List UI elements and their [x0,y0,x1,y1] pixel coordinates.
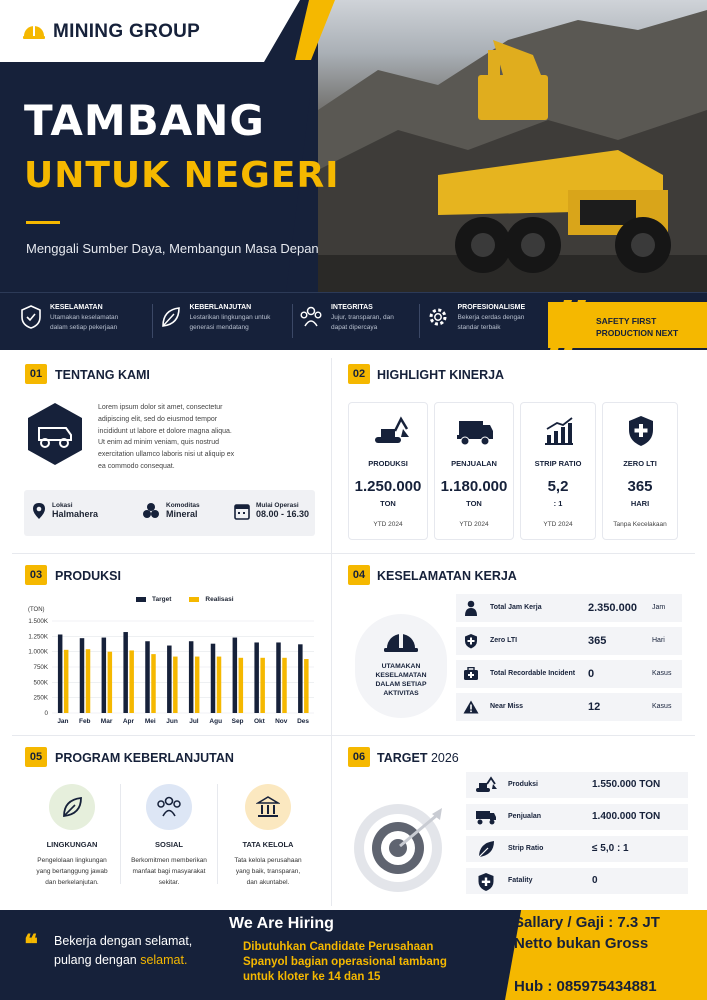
desc-line: yang bertanggung jawab [36,868,108,875]
safety-row-label: Total Jam Kerja [490,604,542,611]
hiring-line: Spanyol bagian operasional tambang [243,956,447,968]
value-title: KEBERLANJUTAN [189,304,252,311]
kpi-card-sales [434,402,514,540]
section-title-sustainability: PROGRAM KEBERLANJUTAN [55,751,234,765]
kpi-note: YTD 2024 [543,521,573,528]
kpi-unit: : 1 [553,499,563,508]
safety-badge [548,302,707,348]
legend-label-target: Target [152,596,172,603]
people-icon [299,304,323,330]
kpi-unit: TON [466,499,482,508]
fact-location [32,502,98,520]
bar-actual-feb [86,649,91,713]
legend-label-actual: Realisasi [205,596,234,603]
desc-line: yang baik, transparan, [235,868,301,875]
leaf-icon [159,304,181,330]
y-tick-label: 0 [44,710,48,717]
about-line: Lorem ipsum dolor sit amet, consectetur [98,404,223,411]
section-number: 06 [348,747,370,767]
shield-plus-icon [464,633,478,649]
salary-line1: Sallary / Gaji : 7.3 JT [514,914,660,931]
bar-target-mei [145,641,150,713]
kpi-unit: TON [380,499,396,508]
excavator-icon [369,415,409,449]
section-number: 03 [25,565,47,585]
safety-row-unit: Hari [652,637,665,644]
bar-actual-nov [282,658,287,713]
y-tick-label: 500K [33,679,48,687]
about-line: Ut enim ad minim veniam, quis nostrud [98,439,219,447]
motto-line: AKTIVITAS [383,690,419,697]
kpi-unit: HARI [630,499,650,508]
sustain-item-governance [218,780,318,892]
safety-motto-circle [355,614,447,718]
kpi-label: ZERO LTI [623,459,657,468]
bar-target-sep [233,638,238,713]
target-year: 2026 [430,751,459,765]
x-tick-label: Jan [57,718,69,725]
safety-row-value: 365 [588,635,607,647]
mining-truck-photo [318,0,707,292]
first-aid-icon [463,667,479,681]
section-number: 01 [25,364,47,384]
target-row-value: ≤ 5,0 : 1 [592,843,629,854]
sustain-item-environment [24,780,120,892]
truck-icon [455,417,495,447]
row-divider [12,553,695,554]
target-row [466,868,688,894]
about-facts [24,490,315,536]
column-divider [331,358,332,906]
safety-motto [355,662,447,698]
kpi-note: Tanpa Kecelakaan [613,521,667,528]
about-line: adipiscing elit, sed do eiusmod tempor [98,415,218,423]
hard-hat-icon [383,628,419,654]
about-line: exercitation ullamco laboris nisi ut aliquip ex [98,451,235,459]
sustain-desc [218,855,318,888]
salary-line2: Netto bukan Gross [514,935,649,952]
hero-subtitle: Menggali Sumber Daya, Membangun Masa Depan [26,241,319,256]
target-row-value: 1.550.000 TON [592,779,661,790]
value-item [20,304,152,342]
hero-title-line2: UNTUK NEGERI [24,155,340,196]
person-icon [464,600,478,616]
production-chart [22,603,322,728]
desc-line: sekitar. [158,879,180,886]
location-pin-icon [32,502,46,520]
x-tick-label: Feb [78,718,91,725]
value-desc: dapat dipercaya [330,324,378,331]
kpi-label: PRODUKSI [368,459,408,468]
bar-target-mar [102,638,107,713]
fact-commodity [142,502,200,520]
kpi-label: STRIP RATIO [534,459,582,468]
bar-actual-agu [217,657,222,713]
calendar-icon [234,502,250,520]
desc-line: dan berkelanjutan. [45,879,99,886]
desc-line: Tata kelola perusahaan [234,857,302,864]
building-icon [245,784,291,830]
target-row-label: Produksi [508,781,538,788]
sustain-title: SOSIAL [155,840,183,849]
contact-number[interactable]: Hub : 085975434881 [514,978,657,995]
excavator-icon [474,776,498,794]
fact-label: Mulai Operasi [256,502,299,509]
bar-actual-sep [239,658,244,713]
y-tick-label: 250K [33,694,48,702]
target-row-label: Strip Ratio [508,845,544,852]
hiring-line: untuk kloter ke 14 dan 15 [243,971,381,983]
target-rows [466,772,688,894]
value-desc: Utamakan keselamatan [50,314,119,321]
x-tick-label: Nov [275,718,288,725]
safety-row-unit: Kasus [652,670,672,677]
kpi-value: 5,2 [547,478,569,495]
bar-actual-jan [64,650,69,713]
x-tick-label: Sep [231,718,244,725]
bar-target-apr [123,632,128,713]
value-title: INTEGRITAS [330,304,373,311]
value-desc: Bekerja cerdas dengan [457,314,525,321]
brand-name: MINING GROUP [53,21,201,42]
value-desc: generasi mendatang [189,324,249,331]
kpi-value: 1.250.000 [354,478,422,495]
bar-target-okt [254,642,259,713]
desc-line: Pengelolaan lingkungan [37,857,107,864]
accent-line [26,221,60,224]
dump-truck-icon [26,402,84,466]
warning-icon [463,700,479,714]
bar-target-nov [276,642,281,713]
section-title-highlight: HIGHLIGHT KINERJA [377,368,505,382]
shield-check-icon [20,304,42,330]
bar-actual-jun [173,657,178,713]
fact-operation [234,502,309,520]
value-item [159,304,291,342]
sustain-item-social [121,780,217,892]
safety-stats [456,594,682,721]
gear-icon [426,304,450,330]
quote-line2 [54,951,192,970]
safety-row-unit: Kasus [652,703,672,710]
section-title-about: TENTANG KAMI [55,368,150,382]
kpi-note: YTD 2024 [373,521,403,528]
safety-row-unit: Jam [652,604,666,611]
bar-target-jul [189,641,194,713]
x-tick-label: Okt [253,718,265,725]
sustain-items [24,780,324,892]
safety-row-label: Zero LTI [490,637,518,644]
about-line: ea commodo consequat. [98,462,175,470]
section-title-production: PRODUKSI [55,569,121,583]
quote-part: pulang dengan [54,953,141,967]
legend-swatch-actual [189,597,199,602]
y-tick-label: 750K [33,664,48,671]
divider [292,304,293,338]
values-list [20,304,550,342]
target-row-value: 1.400.000 TON [592,811,661,822]
safety-row-label: Near Miss [490,703,524,710]
legend-swatch-target [136,597,146,602]
bar-actual-jul [195,657,200,713]
safety-row-label: Total Recordable Incident [490,670,576,677]
kpi-card-zero-lti [602,402,678,540]
bar-actual-okt [260,658,265,713]
desc-line: dan akuntabel. [246,879,290,886]
quote-line1: Bekerja dengan selamat, [54,934,193,948]
kpi-card-production [348,402,428,540]
target-icon [352,800,448,896]
target-row [466,804,688,830]
x-tick-label: Mei [144,718,156,725]
value-desc: dalam setiap pekerjaan [50,324,118,331]
bar-chart-icon [543,415,575,447]
safety-row [456,627,682,655]
value-desc: standar terbaik [457,324,501,331]
target-title-word: TARGET [377,751,428,765]
y-tick-label: 1.500K [28,618,48,625]
x-tick-label: Des [297,718,310,725]
x-tick-label: Apr [122,718,135,725]
hero-title-line1: TAMBANG [24,96,265,145]
y-tick-label: 1.250K [28,633,48,641]
x-tick-label: Agu [209,718,223,725]
section-number: 05 [25,747,47,767]
motto-line: UTAMAKAN [381,663,421,670]
sustain-desc [121,855,217,888]
value-item [426,304,551,342]
kpi-label: PENJUALAN [451,459,497,468]
people-icon [146,784,192,830]
safety-line1: SAFETY FIRST [596,316,657,326]
safety-row [456,594,682,622]
row-divider [12,735,695,736]
divider [152,304,153,338]
section-number: 02 [348,364,370,384]
hiring-desc [243,940,447,985]
sustain-desc [24,855,120,888]
target-row-value: 0 [592,875,598,886]
section-number: 04 [348,565,370,585]
safety-row-value: 0 [588,668,595,680]
bar-actual-des [304,659,309,713]
value-item [299,304,419,342]
desc-line: Berkomitmen memberikan [131,857,207,864]
safety-row-value: 12 [588,701,601,713]
sustain-title: TATA KELOLA [242,840,294,849]
section-title-safety: KESELAMATAN KERJA [377,569,517,583]
quote-icon: ❝ [24,930,38,960]
hiring-title: We Are Hiring [229,915,334,932]
section-title-target [377,751,459,765]
x-tick-label: Jun [166,718,178,725]
kpi-card-strip-ratio [520,402,596,540]
safety-row [456,693,682,721]
target-row-label: Penjualan [508,813,542,820]
quote-highlight: selamat. [140,953,188,967]
target-row [466,772,688,798]
leaf-icon [476,839,496,859]
value-title: KESELAMATAN [50,304,103,311]
about-line: incididunt ut labore et dolore magna aliqua. [98,427,232,435]
shield-plus-icon [477,872,495,892]
ore-icon [142,502,160,520]
bar-actual-mar [108,652,113,713]
target-row-label: Fatality [508,877,533,884]
safety-line2: PRODUCTION NEXT [596,328,679,338]
y-axis-unit: (TON) [28,607,45,613]
fact-value: Mineral [166,509,198,519]
kpi-value: 365 [627,478,653,495]
leaf-icon [49,784,95,830]
value-desc: Jujur, transparan, dan [330,314,394,321]
bar-target-des [298,644,303,713]
kpi-note: YTD 2024 [459,521,489,528]
bar-actual-apr [129,650,134,713]
value-desc: Lestarikan lingkungan untuk [189,314,271,321]
x-tick-label: Mar [100,718,113,725]
salary-info [514,912,660,954]
shield-plus-icon [627,415,655,447]
footer-quote [54,932,192,970]
y-tick-label: 1.000K [28,648,48,656]
hiring-line: Dibutuhkan Candidate Perusahaan [243,941,434,953]
fact-value: 08.00 - 16.30 [256,509,310,519]
value-title: PROFESIONALISME [457,304,526,311]
motto-line: KESELAMATAN [375,672,427,679]
bar-target-jan [58,634,63,713]
safety-row [456,660,682,688]
divider [419,304,420,338]
hard-hat-icon [22,19,46,43]
desc-line: manfaat bagi masyarakat [132,868,206,875]
motto-line: DALAM SETIAP [375,681,427,688]
sustain-title: LINGKUNGAN [46,840,98,849]
target-row [466,836,688,862]
chart-legend [136,596,234,603]
fact-label: Komoditas [166,502,200,509]
truck-icon [474,809,498,825]
bar-actual-mei [151,654,156,713]
safety-row-value: 2.350.000 [588,602,637,614]
about-text [98,402,323,473]
bar-target-jun [167,646,172,713]
kpi-cards [348,402,686,540]
fact-label: Lokasi [52,502,73,509]
bar-target-feb [80,638,85,713]
fact-value: Halmahera [52,509,99,519]
kpi-value: 1.180.000 [440,478,508,495]
x-tick-label: Jul [189,718,199,725]
bar-target-agu [211,644,216,713]
